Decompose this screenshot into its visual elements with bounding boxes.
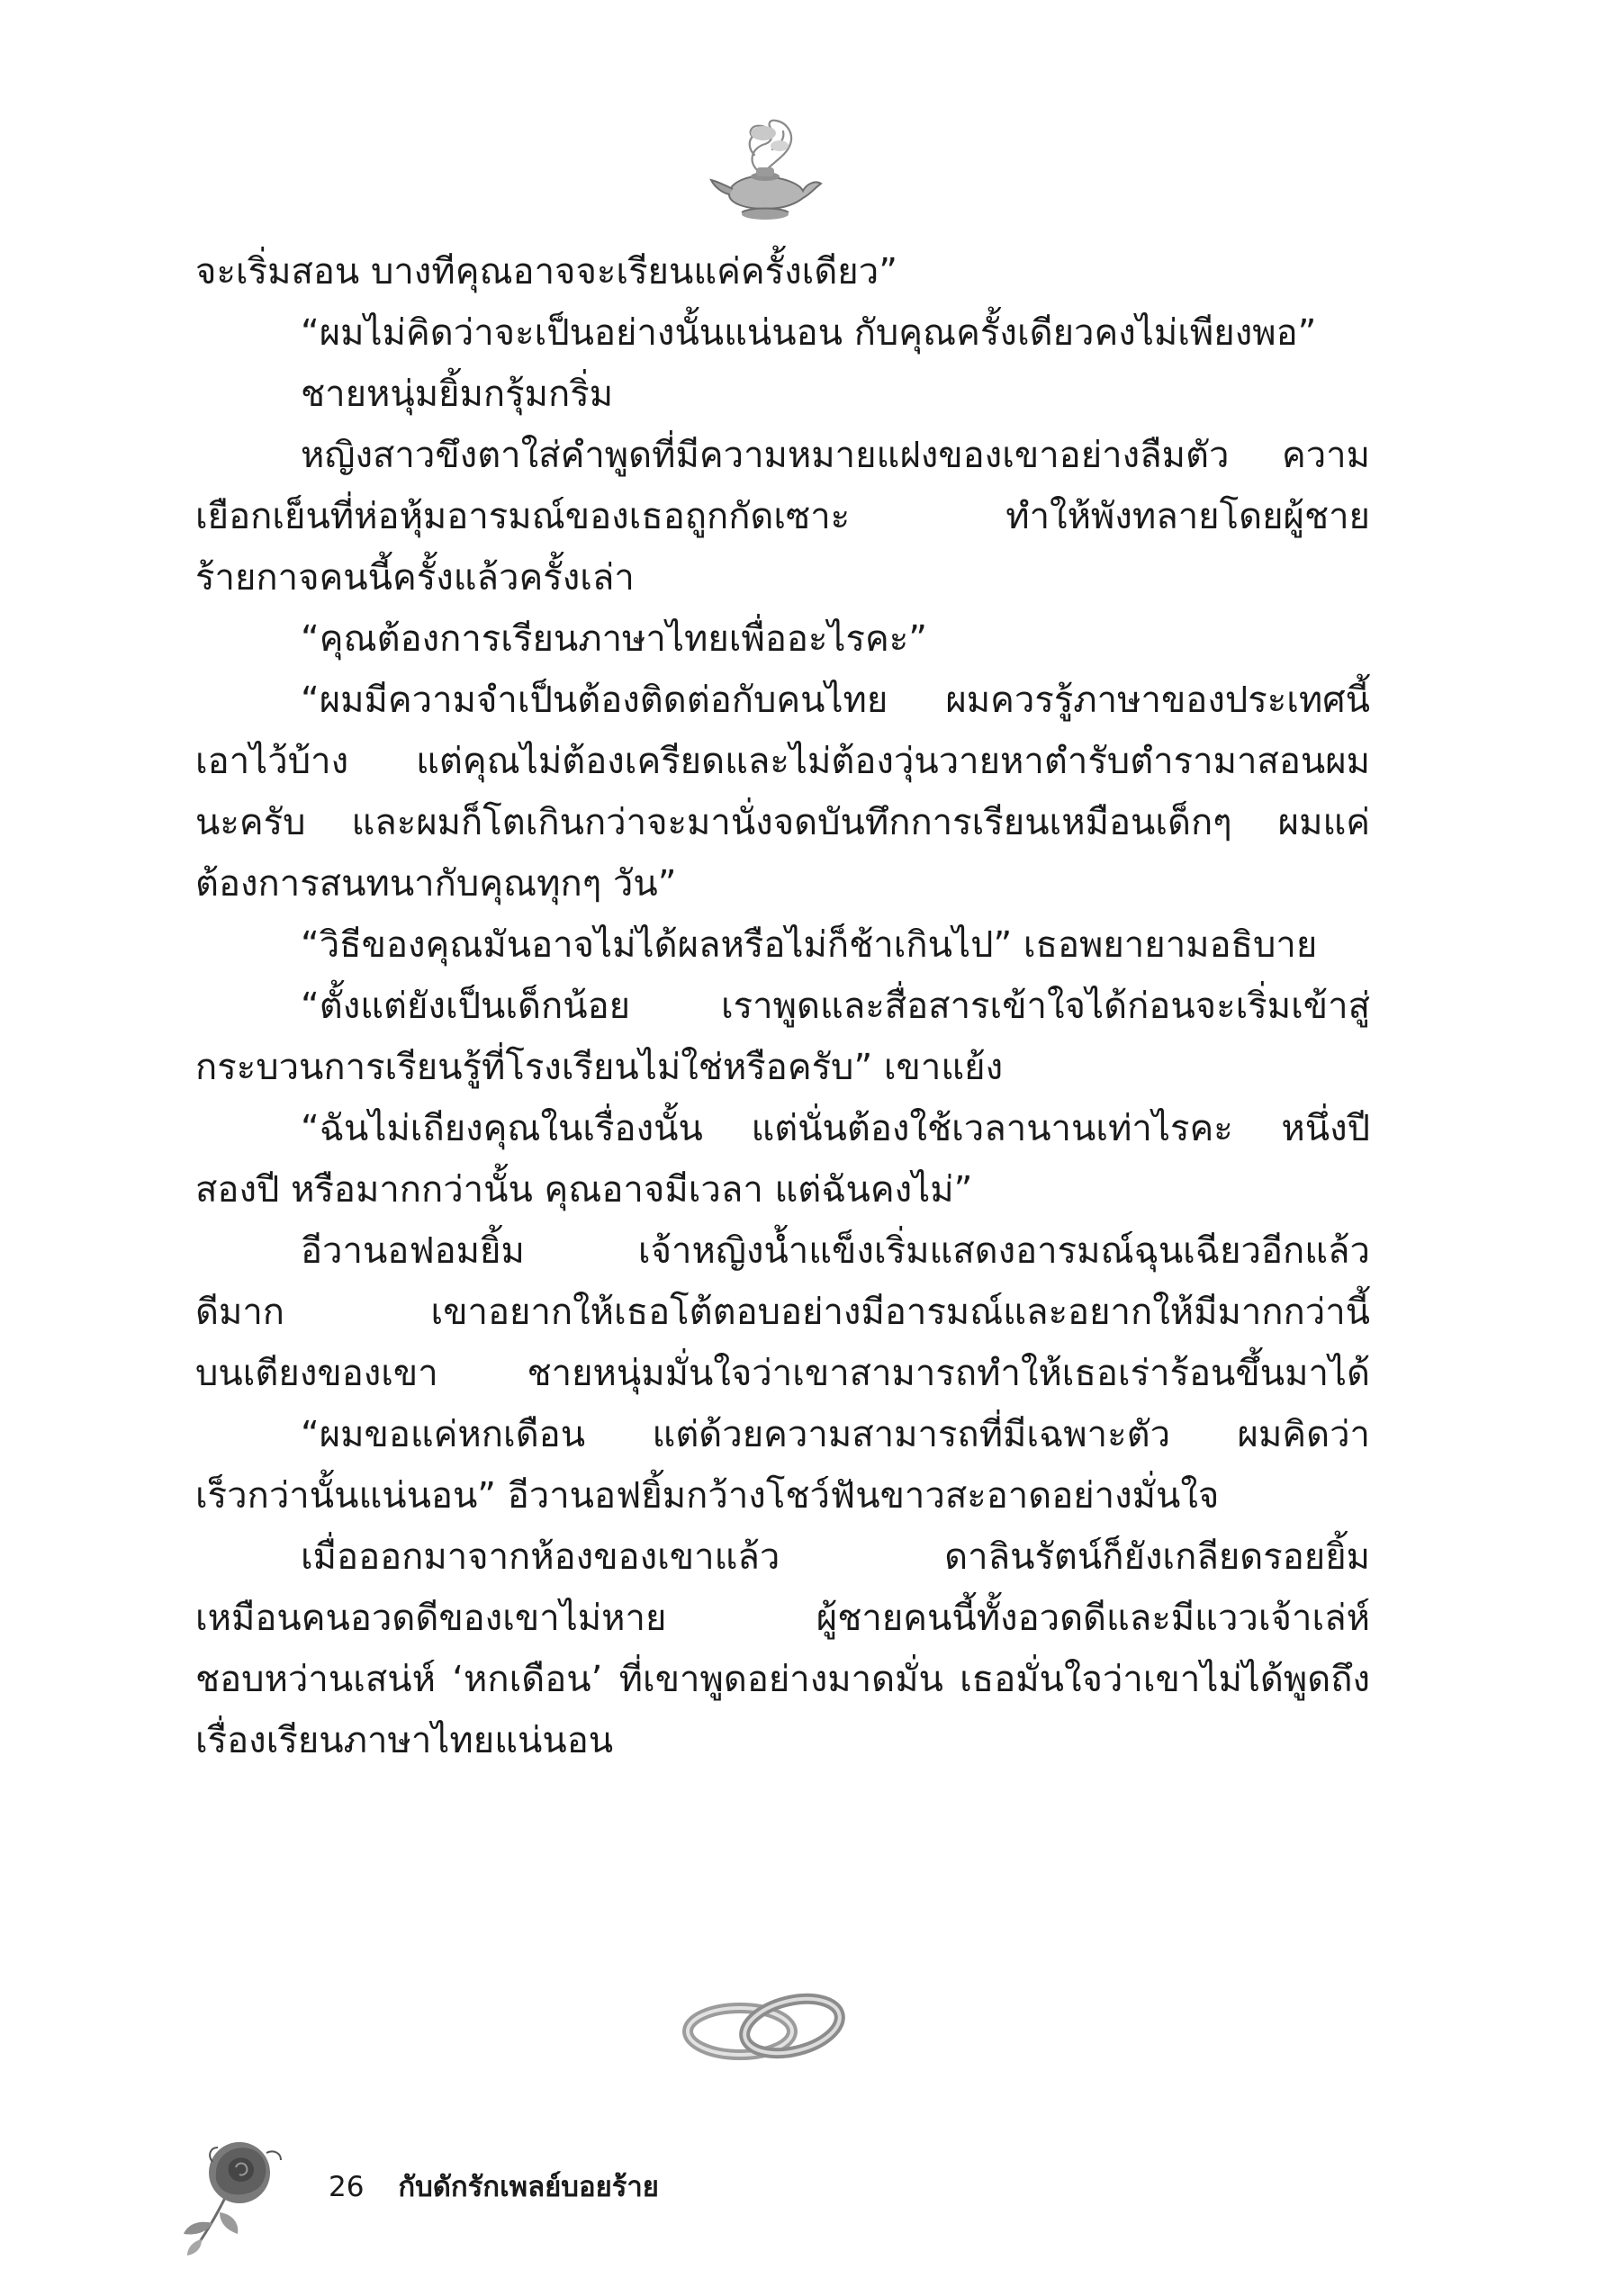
text-line: ร้ายกาจคนนี้ครั้งแล้วครั้งเล่า [195,557,635,599]
text-line: “วิธีของคุณมันอาจไม่ได้ผลหรือไม่ก็ช้าเกินไป” เธอพยายามอธิบาย [301,924,1318,966]
text-line: เหมือนคนอวดดีของเขาไม่หาย ผู้ชายคนนี้ทั้งอวดดีและมีแววเจ้าเล่ห์ [195,1598,1370,1639]
text-line: เรื่องเรียนภาษาไทยแน่นอน [195,1720,614,1761]
page-footer [329,2169,659,2205]
text-line: ชอบหว่านเสน่ห์ ‘หกเดือน’ ที่เขาพูดอย่างมาดมั่น เธอมั่นใจว่าเขาไม่ได้พูดถึง [195,1659,1370,1700]
page-number: 26 [329,2171,365,2203]
text-line: เยือกเย็นที่ห่อหุ้มอารมณ์ของเธอถูกกัดเซาะ ทำให้พังทลายโดยผู้ชาย [195,496,1370,537]
text-line: ชายหนุ่มยิ้มกรุ้มกริ่ม [301,374,614,415]
text-line: กระบวนการเรียนรู้ที่โรงเรียนไม่ใช่หรือครับ” เขาแย้ง [195,1047,1004,1088]
text-line: บนเตียงของเขา ชายหนุ่มมั่นใจว่าเขาสามารถทำให้เธอเร่าร้อนขึ้นมาได้ [195,1353,1370,1394]
text-line: “ตั้งแต่ยังเป็นเด็กน้อย เราพูดและสื่อสารเข้าใจได้ก่อนจะเริ่มเข้าสู่ [301,986,1370,1027]
text-line: “ผมมีความจำเป็นต้องติดต่อกับคนไทย ผมควรรู้ภาษาของประเทศนี้ [301,680,1370,721]
text-line: เมื่อออกมาจากห้องของเขาแล้ว ดาลินรัตน์ก็ยังเกลียดรอยยิ้ม [301,1536,1370,1578]
rose-icon [180,2126,297,2261]
text-line: เร็วกว่านั้นแน่นอน” อีวานอฟยิ้มกว้างโชว์ฟันขาวสะอาดอย่างมั่นใจ [195,1475,1220,1517]
text-line: หญิงสาวขึงตาใส่คำพูดที่มีความหมายแฝงของเขาอย่างลืมตัว ความ [301,435,1370,476]
text-line: ต้องการสนทนากับคุณทุกๆ วัน” [195,863,677,905]
text-line: ดีมาก เขาอยากให้เธอโต้ตอบอย่างมีอารมณ์และอยากให้มีมากกว่านี้ [195,1292,1370,1333]
text-line: สองปี หรือมากกว่านั้น คุณอาจมีเวลา แต่ฉันคงไม่” [195,1169,973,1211]
text-line: อีวานอฟอมยิ้ม เจ้าหญิงน้ำแข็งเริ่มแสดงอารมณ์ฉุนเฉียวอีกแล้ว [301,1230,1370,1272]
text-line: นะครับ และผมก็โตเกินกว่าจะมานั่งจดบันทึกการเรียนเหมือนเด็กๆ ผมแค่ [195,802,1370,843]
text-line: เอาไว้บ้าง แต่คุณไม่ต้องเครียดและไม่ต้องวุ่นวายหาตำรับตำรามาสอนผม [195,741,1370,782]
text-line: จะเริ่มสอน บางทีคุณอาจจะเรียนแค่ครั้งเดียว” [195,251,897,293]
book-title: กับดักรักเพลย์บอยร้าย [398,2171,659,2203]
genie-lamp-icon [702,108,828,225]
wedding-rings-icon [675,1985,855,2070]
text-line: “คุณต้องการเรียนภาษาไทยเพื่ออะไรคะ” [301,618,927,660]
text-line: “ฉันไม่เถียงคุณในเรื่องนั้น แต่นั่นต้องใช้เวลานานเท่าไรคะ หนึ่งปี [301,1108,1370,1149]
body-text [195,241,1370,1771]
text-line: “ผมขอแค่หกเดือน แต่ด้วยความสามารถที่มีเฉพาะตัว ผมคิดว่า [301,1414,1370,1455]
text-line: “ผมไม่คิดว่าจะเป็นอย่างนั้นแน่นอน กับคุณครั้งเดียวคงไม่เพียงพอ” [301,312,1317,354]
